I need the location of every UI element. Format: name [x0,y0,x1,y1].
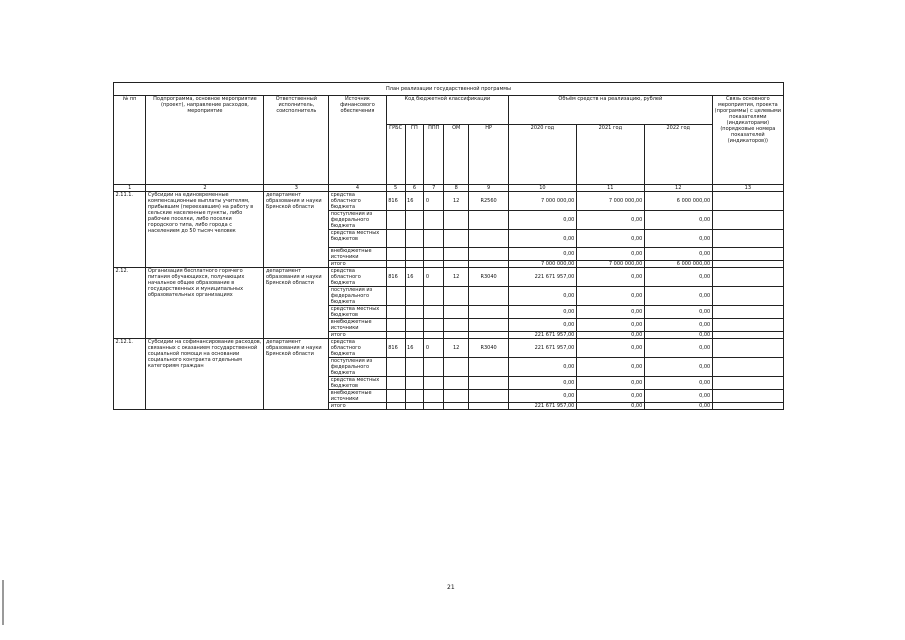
source-label: средства областного бюджета [329,268,386,287]
code-empty [469,230,509,248]
page-number: 21 [447,584,455,591]
code-empty [424,306,444,319]
code-grbs: 816 [386,192,405,211]
code-empty [469,261,509,268]
source-label: средства областного бюджета [329,192,386,211]
amount-2021: 7 000 000,00 [576,261,644,268]
amount-2021: 0,00 [576,230,644,248]
code-empty [424,230,444,248]
indicator-link-cell [712,306,783,319]
amount-2021: 0,00 [576,332,644,339]
amount-2022: 0,00 [644,358,712,377]
amount-2020: 0,00 [508,248,576,261]
amount-2021: 0,00 [576,358,644,377]
header-num: № пп [114,96,146,185]
code-empty [405,306,424,319]
code-empty [405,287,424,306]
code-ppp: 0 [424,339,444,358]
code-empty [444,211,469,230]
source-label: средства местных бюджетов [329,377,386,390]
code-empty [386,319,405,332]
code-grbs: 816 [386,268,405,287]
col-num-5: 5 [386,185,405,192]
code-empty [444,261,469,268]
code-empty [444,403,469,410]
entry-number: 2.12.1. [114,339,146,410]
code-empty [386,306,405,319]
entry-responsible: департамент образования и науки Брянской области [264,192,329,268]
col-num-13: 13 [712,185,783,192]
code-empty [424,390,444,403]
source-label: итого [329,332,386,339]
amount-2020: 221 671 957,00 [508,403,576,410]
code-gp: 16 [405,192,424,211]
entry-name: Организация бесплатного горячего питания обучающихся, получающих начальное общее образование в государственных и муниципальных образовательных организациях [146,268,264,339]
table-row [114,268,784,287]
code-empty [386,287,405,306]
amount-2020: 221 671 957,00 [508,332,576,339]
amount-2022: 0,00 [644,248,712,261]
amount-2020: 0,00 [508,306,576,319]
code-empty [405,390,424,403]
code-om: 12 [444,339,469,358]
code-empty [405,211,424,230]
code-empty [386,358,405,377]
code-empty [386,248,405,261]
code-empty [405,248,424,261]
source-label: средства местных бюджетов [329,230,386,248]
table-row [114,192,784,211]
indicator-link-cell [712,268,783,287]
indicator-link-cell [712,230,783,248]
code-empty [444,390,469,403]
source-label: итого [329,261,386,268]
table-title: План реализации государственной программы [114,83,784,96]
header-code-gp: ГП [405,125,424,185]
amount-2022: 0,00 [644,390,712,403]
indicator-link-cell [712,287,783,306]
code-empty [424,261,444,268]
source-label: поступления из федерального бюджета [329,287,386,306]
code-empty [469,306,509,319]
amount-2020: 0,00 [508,319,576,332]
code-empty [444,332,469,339]
entry-name: Субсидии на единовременные компенсационные выплаты учителям, прибывшим (переехавшим) на работу в сельские населенные пункты, либо рабочие поселки, либо поселки городского типа, либо города с населением до 50 тысяч человек [146,192,264,268]
header-budget-code: Код бюджетной классификации [386,96,508,125]
amount-2021: 0,00 [576,306,644,319]
amount-2021: 0,00 [576,211,644,230]
column-numbers-row [114,185,784,192]
indicator-link-cell [712,211,783,230]
col-num-12: 12 [644,185,712,192]
scan-edge-mark [2,580,4,625]
code-empty [469,358,509,377]
code-empty [405,230,424,248]
amount-2022: 6 000 000,00 [644,192,712,211]
entry-name: Субсидии на софинансирование расходов, связанных с оказанием государственной социальной помощи на основании социального контракта отдельным категориям граждан [146,339,264,410]
col-num-2: 2 [146,185,264,192]
source-label: внебюджетные источники [329,319,386,332]
header-year-2020: 2020 год [508,125,576,185]
code-empty [424,403,444,410]
amount-2021: 0,00 [576,390,644,403]
code-empty [405,358,424,377]
col-num-3: 3 [264,185,329,192]
code-empty [424,248,444,261]
code-empty [386,403,405,410]
code-empty [424,377,444,390]
code-om: 12 [444,268,469,287]
amount-2020: 0,00 [508,390,576,403]
header-row [114,96,784,125]
code-ppp: 0 [424,268,444,287]
table-row [114,339,784,358]
amount-2022: 0,00 [644,377,712,390]
entry-number: 2.12. [114,268,146,339]
amount-2022: 0,00 [644,230,712,248]
code-empty [469,390,509,403]
amount-2021: 0,00 [576,403,644,410]
header-link: Связь основного мероприятия, проекта (программы) с целевыми показателями (индикаторами) (порядковые номера показателей (индикаторов)) [712,96,783,185]
code-empty [386,211,405,230]
indicator-link-cell [712,319,783,332]
header-volume: Объём средств на реализацию, рублей [508,96,712,125]
code-empty [386,230,405,248]
indicator-link-cell [712,332,783,339]
source-label: внебюджетные источники [329,248,386,261]
col-num-11: 11 [576,185,644,192]
amount-2020: 221 671 957,00 [508,339,576,358]
code-empty [386,377,405,390]
indicator-link-cell [712,403,783,410]
col-num-10: 10 [508,185,576,192]
indicator-link-cell [712,339,783,358]
amount-2022: 0,00 [644,287,712,306]
code-empty [469,377,509,390]
code-empty [444,248,469,261]
col-num-4: 4 [329,185,386,192]
col-num-6: 6 [405,185,424,192]
col-num-9: 9 [469,185,509,192]
code-empty [424,332,444,339]
code-empty [444,319,469,332]
indicator-link-cell [712,358,783,377]
code-empty [469,248,509,261]
program-plan-table [113,82,784,410]
source-label: средства местных бюджетов [329,306,386,319]
code-empty [405,403,424,410]
code-empty [444,287,469,306]
header-code-grbs: ГРБС [386,125,405,185]
code-empty [444,377,469,390]
code-empty [444,230,469,248]
header-subprogram: Подпрограмма, основное мероприятие (проект), направление расходов, мероприятие [146,96,264,185]
code-empty [386,261,405,268]
amount-2022: 0,00 [644,319,712,332]
code-empty [424,287,444,306]
indicator-link-cell [712,192,783,211]
amount-2020: 221 671 957,00 [508,268,576,287]
amount-2020: 0,00 [508,358,576,377]
code-empty [405,377,424,390]
table-body [114,83,784,410]
amount-2020: 7 000 000,00 [508,192,576,211]
source-label: поступления из федерального бюджета [329,211,386,230]
amount-2020: 0,00 [508,287,576,306]
amount-2022: 0,00 [644,306,712,319]
indicator-link-cell [712,261,783,268]
indicator-link-cell [712,390,783,403]
amount-2021: 0,00 [576,287,644,306]
code-om: 12 [444,192,469,211]
indicator-link-cell [712,377,783,390]
amount-2022: 0,00 [644,268,712,287]
code-empty [405,261,424,268]
entry-responsible: департамент образования и науки Брянской области [264,339,329,410]
source-label: внебюджетные источники [329,390,386,403]
amount-2020: 7 000 000,00 [508,261,576,268]
col-num-1: 1 [114,185,146,192]
amount-2022: 0,00 [644,339,712,358]
amount-2020: 0,00 [508,230,576,248]
header-year-2022: 2022 год [644,125,712,185]
header-code-nr: НР [469,125,509,185]
code-empty [405,332,424,339]
amount-2021: 0,00 [576,268,644,287]
source-label: итого [329,403,386,410]
amount-2021: 0,00 [576,248,644,261]
indicator-link-cell [712,248,783,261]
source-label: средства областного бюджета [329,339,386,358]
header-sources: Источник финансового обеспечения [329,96,386,185]
header-year-2021: 2021 год [576,125,644,185]
code-empty [469,319,509,332]
code-empty [424,358,444,377]
code-empty [444,358,469,377]
entry-responsible: департамент образования и науки Брянской области [264,268,329,339]
code-gp: 16 [405,339,424,358]
code-nr: R3040 [469,268,509,287]
amount-2022: 0,00 [644,403,712,410]
code-empty [469,211,509,230]
amount-2021: 0,00 [576,319,644,332]
amount-2022: 0,00 [644,211,712,230]
code-empty [405,319,424,332]
code-empty [469,287,509,306]
code-nr: R3040 [469,339,509,358]
amount-2022: 0,00 [644,332,712,339]
amount-2021: 7 000 000,00 [576,192,644,211]
code-empty [386,390,405,403]
code-ppp: 0 [424,192,444,211]
header-code-ppp: ППП [424,125,444,185]
code-empty [469,332,509,339]
source-label: поступления из федерального бюджета [329,358,386,377]
code-empty [424,319,444,332]
amount-2020: 0,00 [508,377,576,390]
code-gp: 16 [405,268,424,287]
amount-2021: 0,00 [576,377,644,390]
col-num-7: 7 [424,185,444,192]
code-grbs: 816 [386,339,405,358]
header-code-om: ОМ [444,125,469,185]
amount-2020: 0,00 [508,211,576,230]
header-responsible: Ответственный исполнитель, соисполнитель [264,96,329,185]
title-row [114,83,784,96]
code-nr: R2560 [469,192,509,211]
code-empty [469,403,509,410]
entry-number: 2.11.1. [114,192,146,268]
amount-2022: 6 000 000,00 [644,261,712,268]
code-empty [386,332,405,339]
amount-2021: 0,00 [576,339,644,358]
code-empty [424,211,444,230]
col-num-8: 8 [444,185,469,192]
code-empty [444,306,469,319]
